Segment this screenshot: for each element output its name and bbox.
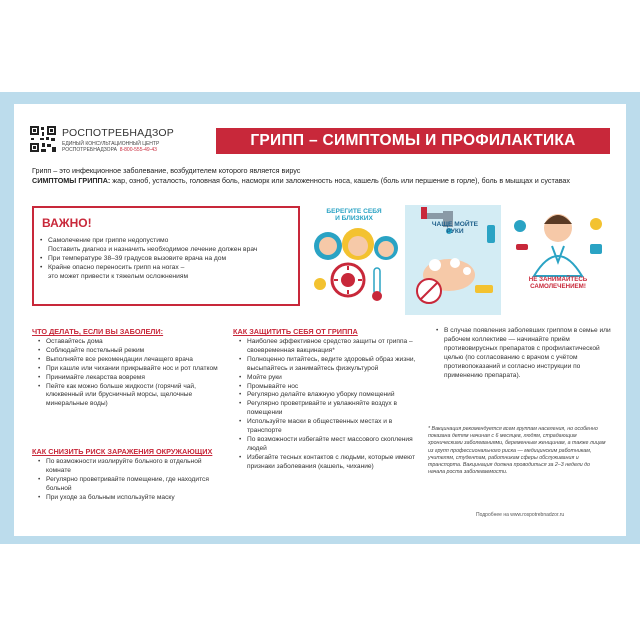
list-item: • В случае появления заболевших гриппом в семье или рабочем коллективе — начинайте приём противовирусных препаратов с профилактической целью (по согласованию с врачом с учётом противопоказаний и согласно инструкции по применению препарата). — [444, 327, 616, 380]
symptoms-text: жар, озноб, усталость, головная боль, насморк или заложенность носа, кашель (боль или першение в горле), боль в мышцах и суставах — [110, 176, 571, 185]
org-sub-line2 — [62, 147, 182, 153]
list-item: • По возможности избегайте мест массового скопления людей — [247, 436, 427, 454]
col1-heading: ЧТО ДЕЛАТЬ, ЕСЛИ ВЫ ЗАБОЛЕЛИ: — [32, 327, 164, 336]
warning-item: • Крайне опасно переносить грипп на ногах – — [48, 263, 298, 272]
warning-list — [40, 236, 298, 281]
warning-item: это может привести к тяжелым осложнениям — [48, 273, 189, 281]
list-item: • При кашле или чихании прикрывайте нос и рот платком — [46, 365, 218, 374]
col1-heading2: КАК СНИЗИТЬ РИСК ЗАРАЖЕНИЯ ОКРУЖАЮЩИХ — [32, 447, 213, 456]
warning-item: • Самолечение при гриппе недопустимо — [48, 236, 298, 245]
list-item: • Регулярно проветривайте и увлажняйте воздух в помещении — [247, 400, 427, 418]
list-item: • При уходе за больным используйте маску — [46, 494, 218, 503]
list-item: • Избегайте тесных контактов с людьми, которые имеют признаки заболевания (кашель, чихание) — [247, 454, 427, 472]
col1-list2 — [38, 458, 218, 503]
warning-item: Поставить диагноз и назначить необходимое лечение должен врач — [48, 246, 258, 254]
org-name: РОСПОТРЕБНАДЗОР — [62, 127, 174, 139]
page-title: ГРИПП – СИМПТОМЫ И ПРОФИЛАКТИКА — [216, 128, 610, 154]
org-phone: 8-800-555-49-43 — [119, 147, 157, 154]
org-subtitle — [62, 141, 182, 153]
qr-code-icon — [30, 126, 56, 152]
list-item: • Полноценно питайтесь, ведите здоровый образ жизни, высыпайтесь и занимайтесь физкультурой — [247, 356, 427, 374]
list-item: • Регулярно проветривайте помещение, где находится больной — [46, 476, 218, 494]
list-item: • Выполняйте все рекомендации лечащего врача — [46, 356, 218, 365]
list-item: • Оставайтесь дома — [46, 338, 218, 347]
org-sub-line1: ЕДИНЫЙ КОНСУЛЬТАЦИОННЫЙ ЦЕНТР — [62, 141, 160, 147]
list-item: • Регулярно делайте влажную уборку помещений — [247, 391, 427, 400]
symptoms-label: СИМПТОМЫ ГРИППА: — [32, 176, 111, 185]
warning-box — [32, 206, 300, 306]
doctor-caption: НЕ ЗАНИМАЙТЕСЬ САМОЛЕЧЕНИЕМ! — [528, 276, 588, 290]
col1-list — [38, 338, 218, 409]
list-item: • По возможности изолируйте больного в отдельной комнате — [46, 458, 218, 476]
list-item: • Промывайте нос — [247, 383, 427, 392]
symptoms-line — [32, 176, 602, 186]
vaccination-note: * Вакцинация рекомендуется всем группам населения, но особенно показана детям начиная с 6 месяцев, людям, страдающим хроническими заболеваниями, беременным женщинам, а также лицам из групп профессионального риска — медицинским работникам, учителям, студентам, работникам сферы обслуживания и транспорта. Вакцинация должна проводиться за 2–3 недели до начала роста заболеваемости. — [428, 426, 606, 476]
warning-title: ВАЖНО! — [42, 216, 92, 230]
list-item: • Соблюдайте постельный режим — [46, 347, 218, 356]
hands-caption: ЧАЩЕ МОЙТЕ РУКИ — [431, 221, 479, 235]
col2-list — [239, 338, 427, 472]
family-illustration-icon — [306, 222, 402, 308]
org-sub-name: РОСПОТРЕБНАДЗОРА — [62, 147, 117, 154]
warning-item: • При температуре 38–39 градусов вызовите врача на дом — [48, 254, 298, 263]
list-item: • Принимайте лекарства вовремя — [46, 374, 218, 383]
col3-list — [436, 327, 616, 380]
list-item: • Пейте как можно больше жидкости (горячий чай, клюквенный или брусничный морсы, щелочные минеральные воды) — [46, 383, 218, 410]
intro-text — [32, 166, 602, 186]
col2-heading: КАК ЗАЩИТИТЬ СЕБЯ ОТ ГРИППА — [233, 327, 358, 336]
intro-line: Грипп – это инфекционное заболевание, возбудителем которого является вирус — [32, 166, 301, 175]
family-caption: БЕРЕГИТЕ СЕБЯ И БЛИЗКИХ — [326, 208, 382, 222]
list-item: • Используйте маски в общественных местах и в транспорте — [247, 418, 427, 436]
more-info-link[interactable]: Подробнее на www.rospotrebnadzor.ru — [476, 512, 565, 518]
doctor-illustration-icon — [508, 206, 608, 278]
list-item: • Мойте руки — [247, 374, 427, 383]
list-item: • Наиболее эффективное средство защиты от гриппа – своевременная вакцинация* — [247, 338, 427, 356]
